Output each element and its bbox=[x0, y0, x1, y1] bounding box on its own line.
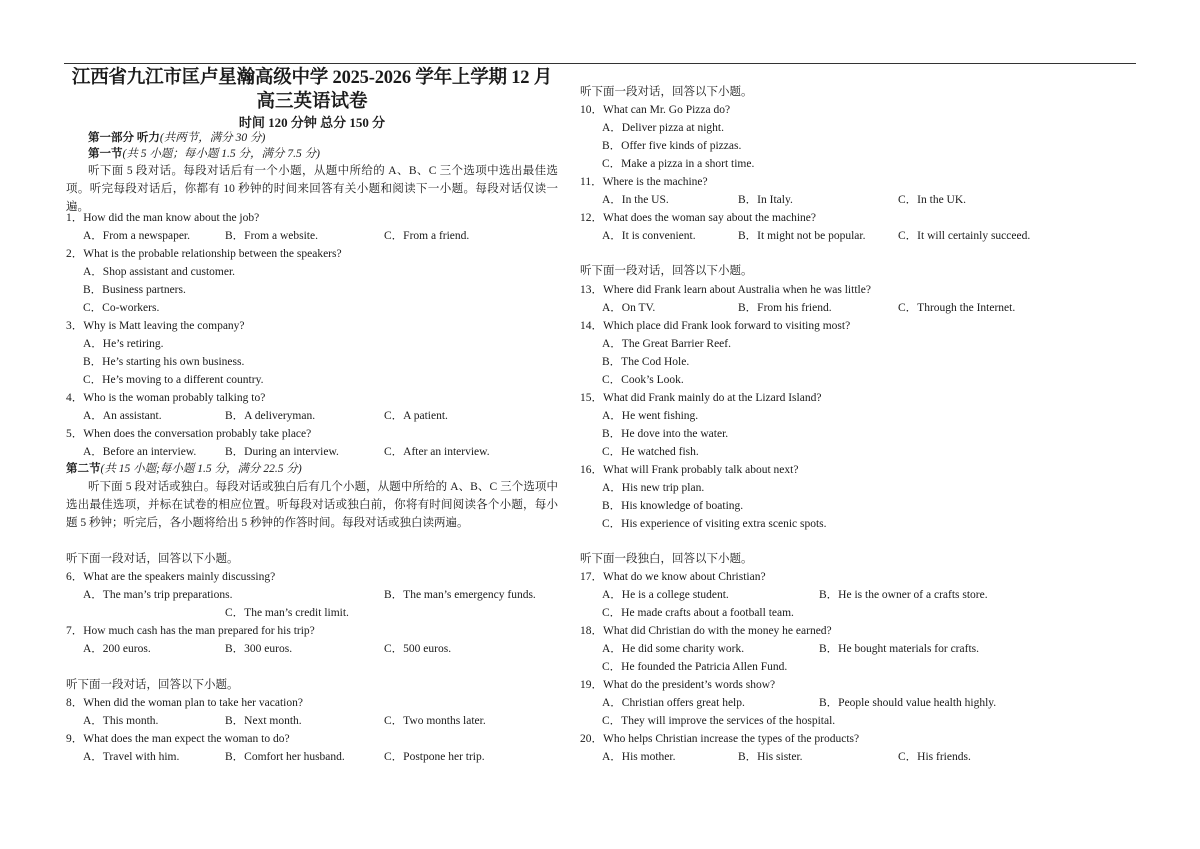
option-a[interactable]: A．It is convenient. bbox=[602, 230, 696, 242]
question-20 bbox=[580, 731, 859, 747]
option-b[interactable]: B．He’s starting his own business. bbox=[83, 356, 245, 368]
question-4 bbox=[66, 390, 265, 406]
part1-heading-note: (共两节，满分 30 分) bbox=[159, 132, 266, 144]
question-text: What does the man expect the woman to do? bbox=[83, 733, 290, 745]
option-c[interactable]: C．He watched fish. bbox=[602, 446, 699, 458]
section2-instructions: 听下面 5 段对话或独白。每段对话或独白后有几个小题，从题中所给的 A、B、C 三个选项中选出最佳选项，并标在试卷的相应位置。听每段对话或独白前，你将有时间阅读各个小题，每小题 5 秒钟；听完后，各小题将给出 5 秒钟的作答时间。每段对话或独白读两遍。 bbox=[66, 481, 558, 529]
option-b[interactable]: B．A deliveryman. bbox=[225, 410, 316, 422]
question-text: How much cash has the man prepared for his trip? bbox=[83, 625, 315, 637]
question-16 bbox=[580, 462, 798, 478]
question-text: Which place did Frank look forward to visiting most? bbox=[603, 320, 851, 332]
option-a[interactable]: A．He’s retiring. bbox=[83, 338, 164, 350]
header-rule bbox=[64, 63, 1136, 64]
option-a[interactable]: A．An assistant. bbox=[83, 410, 162, 422]
option-c[interactable]: C．From a friend. bbox=[384, 230, 470, 242]
option-a[interactable]: A．This month. bbox=[83, 715, 159, 727]
question-number: 10． bbox=[580, 104, 603, 116]
option-a[interactable]: A．Christian offers great help. bbox=[602, 697, 745, 709]
option-a[interactable]: A．In the US. bbox=[602, 194, 669, 206]
option-b[interactable]: B．Business partners. bbox=[83, 284, 186, 296]
question-number: 14． bbox=[580, 320, 603, 332]
dialogue-hint: 听下面一段对话，回答以下小题。 bbox=[66, 679, 239, 691]
question-17 bbox=[580, 569, 766, 585]
option-b[interactable]: B．He dove into the water. bbox=[602, 428, 729, 440]
section1-heading-note: (共 5 小题；每小题 1.5 分，满分 7.5 分) bbox=[122, 148, 320, 160]
question-number: 17． bbox=[580, 571, 603, 583]
question-number: 16． bbox=[580, 464, 603, 476]
option-b[interactable]: B．During an interview. bbox=[225, 446, 339, 458]
option-b[interactable]: B．It might not be popular. bbox=[738, 230, 866, 242]
part1-heading-label: 第一部分 听力 bbox=[88, 132, 160, 144]
option-c[interactable]: C．The man’s credit limit. bbox=[225, 607, 349, 619]
question-text: What did Christian do with the money he earned? bbox=[603, 625, 832, 637]
question-text: What will Frank probably talk about next? bbox=[603, 464, 799, 476]
option-a[interactable]: A．The Great Barrier Reef. bbox=[602, 338, 731, 350]
question-7 bbox=[66, 623, 315, 639]
question-number: 8． bbox=[66, 697, 84, 709]
option-c[interactable]: C．He made crafts about a football team. bbox=[602, 607, 794, 619]
question-text: When does the conversation probably take place? bbox=[83, 428, 312, 440]
question-number: 11． bbox=[580, 176, 603, 188]
part1-heading bbox=[88, 131, 265, 146]
question-text: What does the woman say about the machine? bbox=[603, 212, 816, 224]
option-c[interactable]: C．Through the Internet. bbox=[898, 302, 1016, 314]
question-text: What is the probable relationship between the speakers? bbox=[83, 248, 342, 260]
option-c[interactable]: C．Two months later. bbox=[384, 715, 486, 727]
question-number: 9． bbox=[66, 733, 84, 745]
option-b[interactable]: B．People should value health highly. bbox=[819, 697, 997, 709]
option-c[interactable]: C．Postpone her trip. bbox=[384, 751, 485, 763]
question-8 bbox=[66, 695, 303, 711]
exam-title-line2: 高三英语试卷 bbox=[256, 92, 368, 112]
section2-heading bbox=[66, 462, 302, 477]
question-text: What do the president’s words show? bbox=[603, 679, 776, 691]
option-a[interactable]: A．200 euros. bbox=[83, 643, 151, 655]
option-b[interactable]: B．He bought materials for crafts. bbox=[819, 643, 979, 655]
section1-heading bbox=[88, 147, 320, 162]
option-c[interactable]: C．His friends. bbox=[898, 751, 971, 763]
question-number: 15． bbox=[580, 392, 603, 404]
option-c[interactable]: C．In the UK. bbox=[898, 194, 967, 206]
question-6 bbox=[66, 569, 275, 585]
question-text: Who is the woman probably talking to? bbox=[83, 392, 266, 404]
option-b[interactable]: B．Comfort her husband. bbox=[225, 751, 345, 763]
question-text: Where is the machine? bbox=[602, 176, 708, 188]
question-number: 5． bbox=[66, 428, 84, 440]
option-c[interactable]: C．He founded the Patricia Allen Fund. bbox=[602, 661, 788, 673]
option-a[interactable]: A．From a newspaper. bbox=[83, 230, 190, 242]
option-b[interactable]: B．Offer five kinds of pizzas. bbox=[602, 140, 742, 152]
option-b[interactable]: B．Next month. bbox=[225, 715, 302, 727]
option-a[interactable]: A．Deliver pizza at night. bbox=[602, 122, 724, 134]
question-3 bbox=[66, 318, 245, 334]
question-number: 12． bbox=[580, 212, 603, 224]
dialogue-hint: 听下面一段对话，回答以下小题。 bbox=[580, 86, 753, 98]
option-a[interactable]: A．On TV. bbox=[602, 302, 656, 314]
dialogue-hint: 听下面一段对话，回答以下小题。 bbox=[66, 553, 239, 565]
option-c[interactable]: C．500 euros. bbox=[384, 643, 452, 655]
question-number: 19． bbox=[580, 679, 603, 691]
section2-heading-note: (共 15 小题;每小题 1.5 分，满分 22.5 分) bbox=[100, 463, 302, 475]
question-number: 20． bbox=[580, 733, 603, 745]
option-c[interactable]: C．He’s moving to a different country. bbox=[83, 374, 264, 386]
question-2 bbox=[66, 246, 342, 262]
option-a[interactable]: A．Before an interview. bbox=[83, 446, 197, 458]
option-c[interactable]: C．After an interview. bbox=[384, 446, 490, 458]
question-text: When did the woman plan to take her vacation? bbox=[83, 697, 303, 709]
question-text: Who helps Christian increase the types of the products? bbox=[603, 733, 860, 745]
option-b[interactable]: B．His knowledge of boating. bbox=[602, 500, 744, 512]
option-c[interactable]: C．It will certainly succeed. bbox=[898, 230, 1031, 242]
question-19 bbox=[580, 677, 775, 693]
option-b[interactable]: B．300 euros. bbox=[225, 643, 293, 655]
option-c[interactable]: C．Cook’s Look. bbox=[602, 374, 684, 386]
question-number: 2． bbox=[66, 248, 84, 260]
question-14 bbox=[580, 318, 850, 334]
question-number: 3． bbox=[66, 320, 84, 332]
option-b[interactable]: B．The man’s emergency funds. bbox=[384, 589, 536, 601]
question-12 bbox=[580, 210, 816, 226]
question-text: Why is Matt leaving the company? bbox=[83, 320, 245, 332]
option-b[interactable]: B．From his friend. bbox=[738, 302, 832, 314]
question-number: 4． bbox=[66, 392, 84, 404]
question-13 bbox=[580, 282, 871, 298]
question-number: 6． bbox=[66, 571, 84, 583]
option-b[interactable]: B．His sister. bbox=[738, 751, 803, 763]
dialogue-hint: 听下面一段对话，回答以下小题。 bbox=[580, 265, 753, 277]
question-text: What did Frank mainly do at the Lizard Island? bbox=[603, 392, 822, 404]
question-10 bbox=[580, 102, 730, 118]
option-c[interactable]: C．Make a pizza in a short time. bbox=[602, 158, 755, 170]
question-5 bbox=[66, 426, 311, 442]
option-c[interactable]: C．His experience of visiting extra scenic spots. bbox=[602, 518, 827, 530]
question-number: 13． bbox=[580, 284, 603, 296]
option-b[interactable]: B．He is the owner of a crafts store. bbox=[819, 589, 988, 601]
option-a[interactable]: A．His mother. bbox=[602, 751, 676, 763]
question-number: 1． bbox=[66, 212, 84, 224]
question-number: 7． bbox=[66, 625, 84, 637]
option-a[interactable]: A．His new trip plan. bbox=[602, 482, 705, 494]
option-a[interactable]: A．The man’s trip preparations. bbox=[83, 589, 233, 601]
monologue-hint: 听下面一段独白，回答以下小题。 bbox=[580, 553, 753, 565]
question-1 bbox=[66, 210, 259, 226]
exam-title-line1: 江西省九江市匡卢星瀚高级中学 2025-2026 学年上学期 12 月 bbox=[71, 68, 553, 88]
question-text: Where did Frank learn about Australia when he was little? bbox=[603, 284, 871, 296]
option-c[interactable]: C．A patient. bbox=[384, 410, 448, 422]
question-text: How did the man know about the job? bbox=[83, 212, 260, 224]
time-and-score: 时间 120 分钟 总分 150 分 bbox=[238, 115, 386, 130]
option-a[interactable]: A．Travel with him. bbox=[83, 751, 180, 763]
question-9 bbox=[66, 731, 290, 747]
option-a[interactable]: A．He did some charity work. bbox=[602, 643, 745, 655]
option-c[interactable]: C．Co-workers. bbox=[83, 302, 160, 314]
option-a[interactable]: A．He went fishing. bbox=[602, 410, 699, 422]
question-number: 18． bbox=[580, 625, 603, 637]
question-text: What can Mr. Go Pizza do? bbox=[603, 104, 731, 116]
question-18 bbox=[580, 623, 832, 639]
question-text: What do we know about Christian? bbox=[603, 571, 766, 583]
option-a[interactable]: A．Shop assistant and customer. bbox=[83, 266, 236, 278]
question-text: What are the speakers mainly discussing? bbox=[83, 571, 276, 583]
section1-heading-label: 第一节 bbox=[88, 148, 123, 160]
section2-heading-label: 第二节 bbox=[66, 463, 101, 475]
option-a[interactable]: A．He is a college student. bbox=[602, 589, 729, 601]
option-b[interactable]: B．In Italy. bbox=[738, 194, 793, 206]
option-b[interactable]: B．From a website. bbox=[225, 230, 318, 242]
option-b[interactable]: B．The Cod Hole. bbox=[602, 356, 690, 368]
section1-instructions: 听下面 5 段对话。每段对话后有一个小题，从题中所给的 A、B、C 三个选项中选出最佳选项。听完每段对话后，你都有 10 秒钟的时间来回答有关小题和阅读下一小题。每段对话仅读一遍。 bbox=[66, 165, 558, 213]
question-15 bbox=[580, 390, 821, 406]
question-11 bbox=[580, 174, 708, 190]
option-c[interactable]: C．They will improve the services of the hospital. bbox=[602, 715, 836, 727]
